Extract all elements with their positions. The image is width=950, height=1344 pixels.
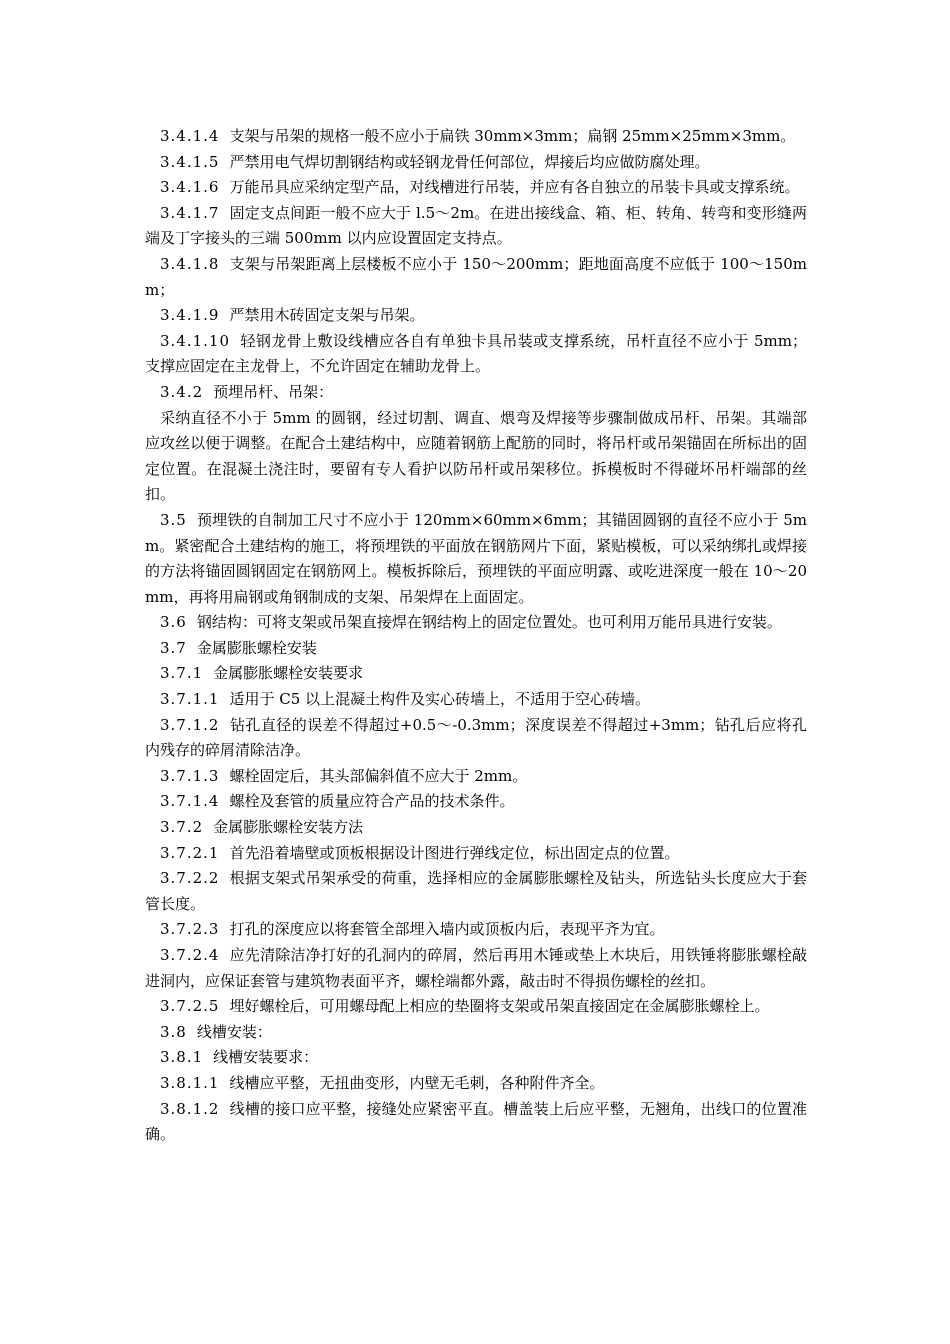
paragraph-text: 适用于 C5 以上混凝土构件及实心砖墙上，不适用于空心砖墙。 xyxy=(229,690,651,709)
paragraph xyxy=(145,1045,807,1071)
paragraph-text: 线槽的接口应平整，接缝处应紧密平直。槽盖装上后应平整，无翘角，出线口的位置准确。 xyxy=(145,1099,807,1144)
paragraph xyxy=(145,687,807,713)
section-number: 3.4.1.8 xyxy=(160,254,220,273)
paragraph-text: 线槽安装： xyxy=(196,1022,272,1041)
section-number: 3.7.2.2 xyxy=(160,869,220,888)
paragraph xyxy=(145,201,807,252)
paragraph xyxy=(145,636,807,662)
section-number: 3.8.1.1 xyxy=(160,1073,220,1092)
section-number: 3.8.1 xyxy=(160,1048,204,1067)
paragraph xyxy=(145,943,807,994)
paragraph-text: 支架与吊架距离上层楼板不应小于 150～200mm；距地面高度不应低于 100～150mm； xyxy=(145,254,807,299)
section-number: 3.7.1.4 xyxy=(160,792,220,811)
paragraph-text: 金属膨胀螺栓安装方法 xyxy=(213,818,364,837)
paragraph-text: 首先沿着墙壁或顶板根据设计图进行弹线定位，标出固定点的位置。 xyxy=(229,843,680,862)
paragraph-text: 应先清除洁净打好的孔洞内的碎屑，然后再用木锤或垫上木块后，用铁锤将膨胀螺栓敲进洞内，应保证套管与建筑物表面平齐，螺栓端都外露，敲击时不得损伤螺栓的丝扣。 xyxy=(145,946,807,990)
paragraph xyxy=(145,917,807,943)
section-number: 3.7.2.4 xyxy=(160,946,220,964)
paragraph-text: 轻钢龙骨上敷设线槽应各自有单独卡具吊装或支撑系统，吊杆直径不应小于 5mm；支撑应固定在主龙骨上，不允许固定在辅助龙骨上。 xyxy=(145,331,807,376)
section-number: 3.5 xyxy=(160,510,187,529)
paragraph-text: 固定支点间距一般不应大于 l.5～2m。在进出接线盒、箱、柜、转角、转弯和变形缝两端及丁字接头的三端 500mm 以内应设置固定支持点。 xyxy=(145,203,807,248)
paragraph-text: 采纳直径不小于 5mm 的圆钢，经过切割、调直、煨弯及焊接等步骤制做成吊杆、吊架。其端部应攻丝以便于调整。在配合土建结构中，应随着钢筋上配筋的同时，将吊杆或吊架锚固在所标出的固定位置。在混凝土浇注时，要留有专人看护以防吊杆或吊架移位。拆模板时不得碰坏吊杆端部的丝扣。 xyxy=(145,408,807,504)
paragraph-text: 线槽安装要求： xyxy=(213,1048,319,1067)
paragraph xyxy=(145,713,807,764)
section-number: 3.7.2.1 xyxy=(160,843,220,862)
section-number: 3.6 xyxy=(160,613,187,632)
section-number: 3.4.1.7 xyxy=(160,203,220,222)
section-number: 3.8 xyxy=(160,1022,187,1041)
paragraph xyxy=(145,764,807,790)
paragraph-text: 金属膨胀螺栓安装 xyxy=(196,638,317,657)
paragraph xyxy=(145,252,807,303)
paragraph xyxy=(145,303,807,329)
paragraph-text: 预埋吊杆、吊架： xyxy=(213,382,334,401)
paragraph-text: 支架与吊架的规格一般不应小于扁铁 30mm×3mm；扁钢 25mm×25mm×3mm。 xyxy=(229,127,796,145)
paragraph-text: 线槽应平整，无扭曲变形，内壁无毛刺，各种附件齐全。 xyxy=(229,1073,605,1092)
section-number: 3.7.1.2 xyxy=(160,715,220,734)
document-body xyxy=(145,124,807,1148)
paragraph xyxy=(145,124,807,150)
paragraph xyxy=(145,175,807,201)
section-number: 3.4.1.6 xyxy=(160,178,220,197)
paragraph-text: 打孔的深度应以将套管全部埋入墙内或顶板内后，表现平齐为宜。 xyxy=(229,920,665,939)
section-number: 3.7 xyxy=(160,638,187,657)
section-number: 3.7.1.1 xyxy=(160,690,220,709)
paragraph-text: 钻孔直径的误差不得超过+0.5～-0.3mm；深度误差不得超过+3mm；钻孔后应将孔内残存的碎屑清除洁净。 xyxy=(145,715,807,760)
paragraph xyxy=(145,994,807,1020)
paragraph-text: 钢结构：可将支架或吊架直接焊在钢结构上的固定位置处。也可利用万能吊具进行安装。 xyxy=(196,613,782,632)
section-number: 3.4.1.9 xyxy=(160,306,220,325)
paragraph xyxy=(145,329,807,380)
section-number: 3.8.1.2 xyxy=(160,1099,220,1118)
paragraph xyxy=(145,1020,807,1046)
paragraph xyxy=(145,789,807,815)
paragraph xyxy=(145,150,807,176)
section-number: 3.7.1 xyxy=(160,664,204,683)
paragraph-text: 金属膨胀螺栓安装要求 xyxy=(213,664,364,683)
paragraph-text: 埋好螺栓后，可用螺母配上相应的垫圈将支架或吊架直接固定在金属膨胀螺栓上。 xyxy=(229,997,770,1016)
paragraph xyxy=(145,661,807,687)
paragraph xyxy=(145,1071,807,1097)
section-number: 3.4.1.5 xyxy=(160,152,220,171)
paragraph xyxy=(145,866,807,917)
paragraph xyxy=(145,841,807,867)
section-number: 3.7.2.3 xyxy=(160,920,220,939)
paragraph-text: 根据支架式吊架承受的荷重，选择相应的金属膨胀螺栓及钻头，所选钻头长度应大于套管长度。 xyxy=(145,869,807,913)
paragraph-text: 严禁用木砖固定支架与吊架。 xyxy=(229,306,425,325)
paragraph xyxy=(145,508,807,610)
section-number: 3.4.2 xyxy=(160,382,204,401)
paragraph xyxy=(145,380,807,406)
paragraph xyxy=(145,815,807,841)
section-number: 3.7.2 xyxy=(160,818,204,837)
section-number: 3.7.2.5 xyxy=(160,997,220,1016)
paragraph-text: 严禁用电气焊切割钢结构或轻钢龙骨任何部位，焊接后均应做防腐处理。 xyxy=(229,152,710,171)
paragraph xyxy=(145,406,807,508)
section-number: 3.7.1.3 xyxy=(160,766,220,785)
section-number: 3.4.1.4 xyxy=(160,127,220,145)
section-number: 3.4.1.10 xyxy=(160,331,231,350)
paragraph xyxy=(145,1097,807,1148)
paragraph-text: 万能吊具应采纳定型产品，对线槽进行吊装，并应有各自独立的吊装卡具或支撑系统。 xyxy=(229,178,800,197)
paragraph xyxy=(145,610,807,636)
paragraph-text: 预埋铁的自制加工尺寸不应小于 120mm×60mm×6mm；其锚固圆钢的直径不应小于 5mm。紧密配合土建结构的施工，将预埋铁的平面放在钢筋网片下面，紧贴模板，可以采纳绑扎或焊接的方法将锚固圆钢固定在钢筋网上。模板拆除后，预埋铁的平面应明露、或吃进深度一般在 10～20mm，再将用扁钢或角钢制成的支架、吊架焊在上面固定。 xyxy=(145,510,807,606)
paragraph-text: 螺栓及套管的质量应符合产品的技术条件。 xyxy=(229,792,515,811)
paragraph-text: 螺栓固定后，其头部偏斜值不应大于 2mm。 xyxy=(229,766,528,785)
